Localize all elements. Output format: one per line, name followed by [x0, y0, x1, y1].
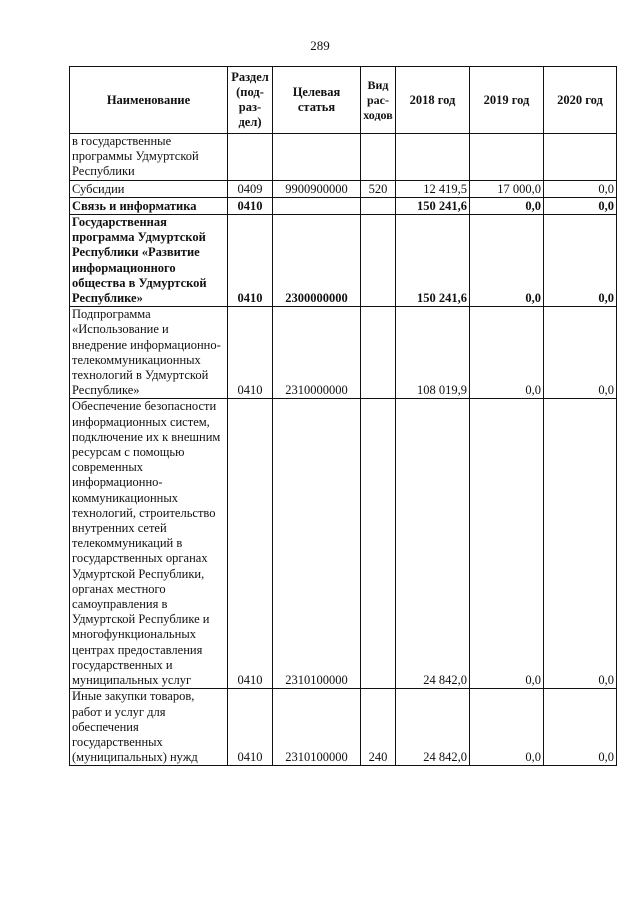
header-2019: 2019 год	[470, 67, 544, 134]
row-expense: 520	[361, 181, 396, 198]
row-name: Подпрограмма «Использование и внедрение информационно-телекоммуникационных технологий в Удмуртской Республике»	[70, 307, 228, 399]
table-row	[70, 215, 617, 307]
header-2020: 2020 год	[544, 67, 617, 134]
row-section: 0410	[228, 198, 273, 215]
header-expense: Вид рас-ходов	[361, 67, 396, 134]
table-row	[70, 134, 617, 181]
table-row	[70, 689, 617, 766]
header-target: Целевая статья	[273, 67, 361, 134]
row-target: 2310000000	[273, 307, 361, 399]
row-target	[273, 134, 361, 181]
row-expense	[361, 198, 396, 215]
row-2018: 12 419,5	[396, 181, 470, 198]
row-target	[273, 198, 361, 215]
row-section: 0410	[228, 307, 273, 399]
row-section: 0409	[228, 181, 273, 198]
table-row	[70, 399, 617, 689]
row-name: Иные закупки товаров, работ и услуг для обеспечения государственных (муниципальных) нужд	[70, 689, 228, 766]
table-row	[70, 307, 617, 399]
row-2020: 0,0	[544, 181, 617, 198]
header-name: Наименование	[70, 67, 228, 134]
row-expense: 240	[361, 689, 396, 766]
row-target: 2310100000	[273, 399, 361, 689]
table-header-row	[70, 67, 617, 134]
row-2018: 24 842,0	[396, 689, 470, 766]
row-name: Связь и информатика	[70, 198, 228, 215]
row-target: 9900900000	[273, 181, 361, 198]
row-target: 2310100000	[273, 689, 361, 766]
row-target: 2300000000	[273, 215, 361, 307]
row-section: 0410	[228, 215, 273, 307]
row-2020: 0,0	[544, 689, 617, 766]
page-number: 289	[310, 38, 330, 53]
row-2019: 0,0	[470, 215, 544, 307]
row-expense	[361, 134, 396, 181]
header-2018: 2018 год	[396, 67, 470, 134]
row-2019: 0,0	[470, 198, 544, 215]
header-section: Раздел (под-раз-дел)	[228, 67, 273, 134]
row-2018: 24 842,0	[396, 399, 470, 689]
row-section: 0410	[228, 689, 273, 766]
row-2020: 0,0	[544, 198, 617, 215]
row-2020	[544, 134, 617, 181]
row-2018: 108 019,9	[396, 307, 470, 399]
row-2018	[396, 134, 470, 181]
row-2019: 0,0	[470, 307, 544, 399]
row-section	[228, 134, 273, 181]
row-2019: 0,0	[470, 399, 544, 689]
row-name: Субсидии	[70, 181, 228, 198]
table-row	[70, 198, 617, 215]
table-row	[70, 181, 617, 198]
row-2018: 150 241,6	[396, 198, 470, 215]
budget-table	[69, 66, 617, 766]
row-name: Государственная программа Удмуртской Республики «Развитие информационного общества в Удмуртской Республике»	[70, 215, 228, 307]
row-2019: 17 000,0	[470, 181, 544, 198]
row-2019	[470, 134, 544, 181]
row-2020: 0,0	[544, 399, 617, 689]
row-2020: 0,0	[544, 307, 617, 399]
row-expense	[361, 399, 396, 689]
row-name: Обеспечение безопасности информационных систем, подключение их к внешним ресурсам с помощью современных информационно-коммуникационных технологий, строительство внутренних сетей телекоммуникаций в государственных органах Удмуртской Республики, органах местного самоуправления в Удмуртской Республике и многофункциональных центрах предоставления государственных и муниципальных услуг	[70, 399, 228, 689]
row-expense	[361, 215, 396, 307]
row-section: 0410	[228, 399, 273, 689]
row-expense	[361, 307, 396, 399]
row-name: в государственные программы Удмуртской Республики	[70, 134, 228, 181]
row-2020: 0,0	[544, 215, 617, 307]
row-2019: 0,0	[470, 689, 544, 766]
row-2018: 150 241,6	[396, 215, 470, 307]
